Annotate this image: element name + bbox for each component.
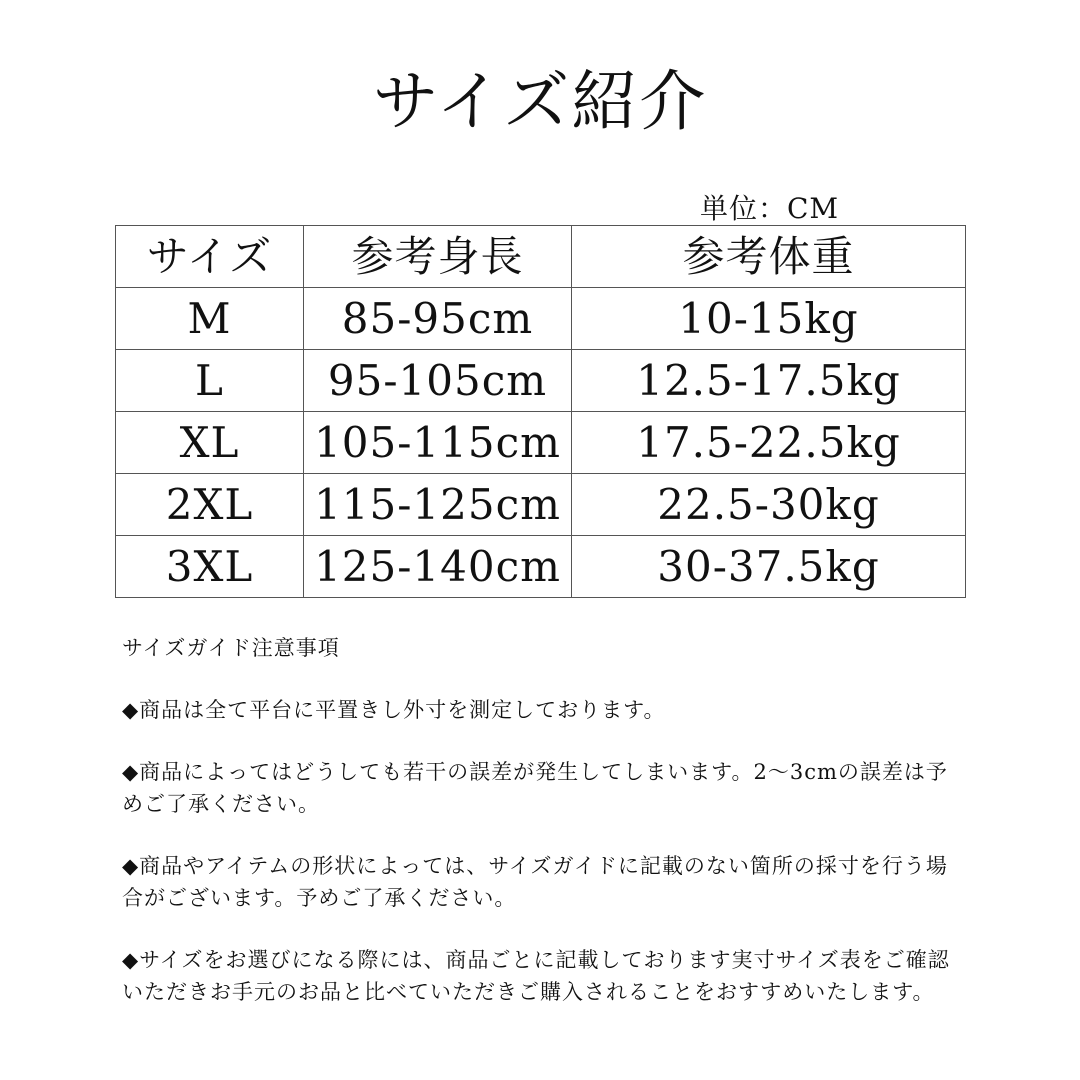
cell-size: 3XL [116,536,304,598]
cell-size: M [116,288,304,350]
cell-size: 2XL [116,474,304,536]
size-guide-notes [122,632,952,1008]
note-item: ◆商品やアイテムの形状によっては、サイズガイドに記載のない箇所の採寸を行う場合がございます。予めご了承ください。 [122,854,948,910]
page-title: サイズ紹介 [372,63,708,140]
cell-weight: 22.5-30kg [572,474,966,536]
note-item: ◆商品は全て平台に平置きし外寸を測定しております。 [122,698,666,722]
table-row [116,288,966,350]
cell-height: 115-125cm [304,474,572,536]
cell-size: XL [116,412,304,474]
table-row [116,412,966,474]
table-header-row [116,226,966,288]
header-height: 参考身長 [304,226,572,288]
header-size: サイズ [116,226,304,288]
cell-height: 95-105cm [304,350,572,412]
cell-height: 105-115cm [304,412,572,474]
note-item: ◆商品によってはどうしても若干の誤差が発生してしまいます。2～3cmの誤差は予めご了承ください。 [122,760,948,816]
note-item: ◆サイズをお選びになる際には、商品ごとに記載しております実寸サイズ表をご確認いただきお手元のお品と比べていただきご購入されることをおすすめいたします。 [122,948,950,1004]
size-table [115,225,966,598]
cell-height: 85-95cm [304,288,572,350]
table-row [116,474,966,536]
cell-size: L [116,350,304,412]
notes-heading: サイズガイド注意事項 [122,636,340,660]
cell-weight: 17.5-22.5kg [572,412,966,474]
table-row [116,350,966,412]
cell-weight: 30-37.5kg [572,536,966,598]
header-weight: 参考体重 [572,226,966,288]
cell-weight: 10-15kg [572,288,966,350]
table-row [116,536,966,598]
cell-height: 125-140cm [304,536,572,598]
unit-label: 単位：CM [700,192,840,225]
cell-weight: 12.5-17.5kg [572,350,966,412]
